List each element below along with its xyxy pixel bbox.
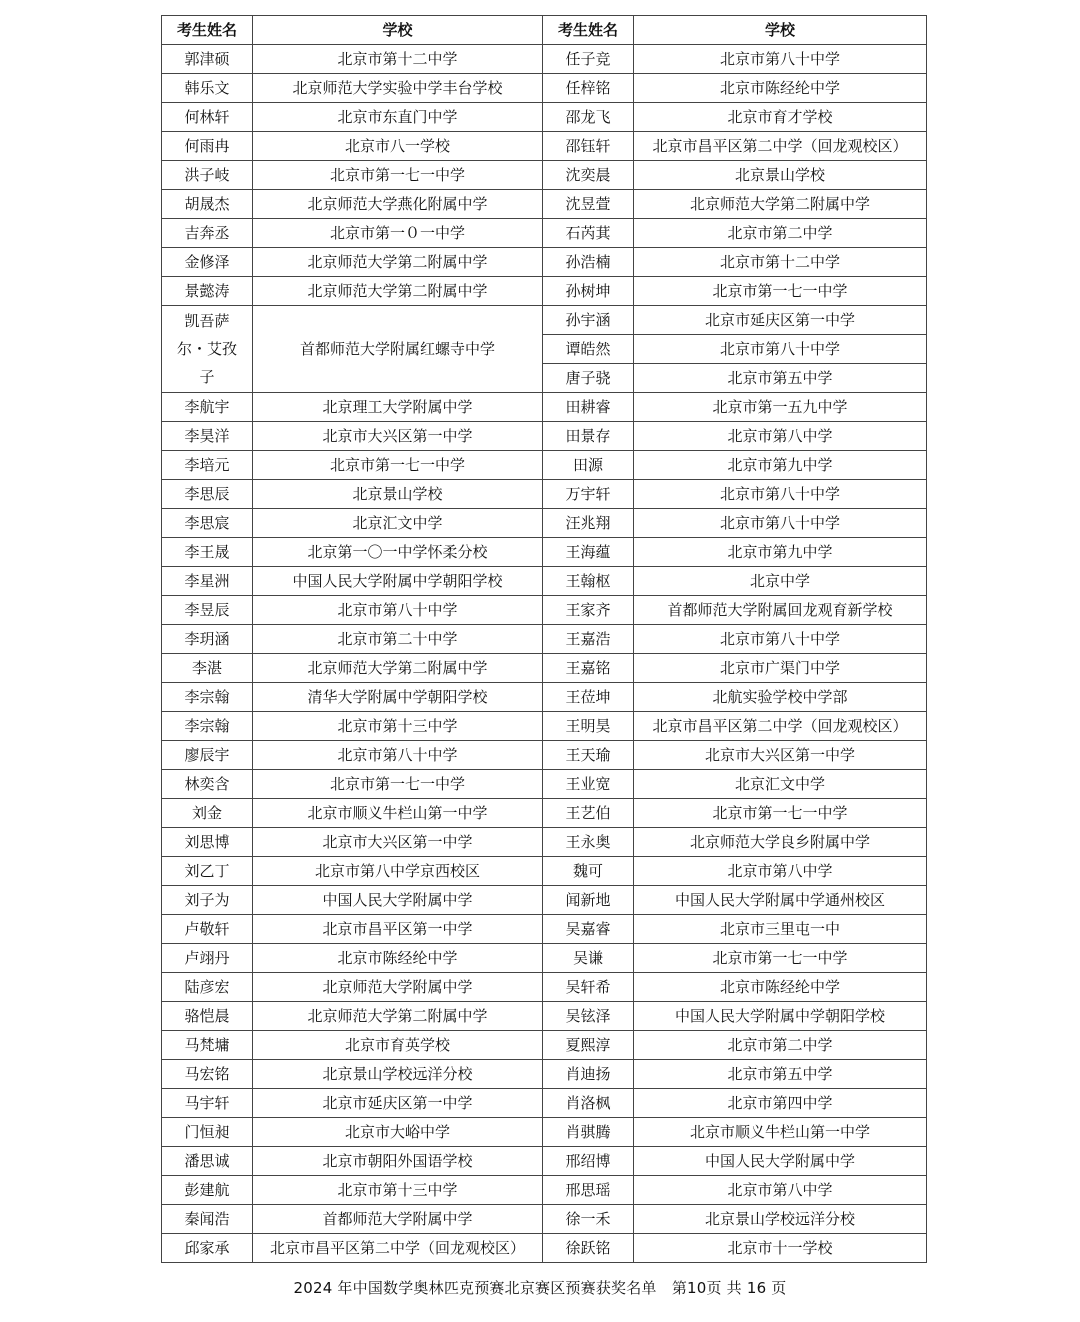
student-name-left: 李昱辰 bbox=[162, 596, 253, 625]
student-name-right: 孙宇涵 bbox=[543, 306, 634, 335]
school-right: 北京市育才学校 bbox=[634, 103, 927, 132]
header-name-left: 考生姓名 bbox=[162, 16, 253, 45]
school-left: 北京师范大学第二附属中学 bbox=[253, 277, 543, 306]
school-right: 北京市第一七一中学 bbox=[634, 277, 927, 306]
student-name-right: 汪兆翔 bbox=[543, 509, 634, 538]
table-row bbox=[162, 973, 927, 1002]
header-name-right: 考生姓名 bbox=[543, 16, 634, 45]
school-right: 北京市延庆区第一中学 bbox=[634, 306, 927, 335]
table-row bbox=[162, 161, 927, 190]
school-left: 北京师范大学第二附属中学 bbox=[253, 1002, 543, 1031]
table-row bbox=[162, 45, 927, 74]
school-right: 北京景山学校 bbox=[634, 161, 927, 190]
student-name-left: 马梵墉 bbox=[162, 1031, 253, 1060]
student-name-right: 田源 bbox=[543, 451, 634, 480]
table-row bbox=[162, 190, 927, 219]
student-name-right: 谭皓然 bbox=[543, 335, 634, 364]
header-school-right: 学校 bbox=[634, 16, 927, 45]
student-name-left: 骆恺晨 bbox=[162, 1002, 253, 1031]
school-left: 北京市第一七一中学 bbox=[253, 451, 543, 480]
student-name-right: 肖骐腾 bbox=[543, 1118, 634, 1147]
school-left: 北京市朝阳外国语学校 bbox=[253, 1147, 543, 1176]
student-name-left: 金修泽 bbox=[162, 248, 253, 277]
table-row bbox=[162, 306, 927, 335]
school-right: 北京市第五中学 bbox=[634, 364, 927, 393]
table-row bbox=[162, 509, 927, 538]
school-right: 北京市昌平区第二中学（回龙观校区） bbox=[634, 132, 927, 161]
table-row bbox=[162, 1205, 927, 1234]
school-right: 北京市第二中学 bbox=[634, 219, 927, 248]
school-left: 北京市第十三中学 bbox=[253, 712, 543, 741]
school-left: 北京市延庆区第一中学 bbox=[253, 1089, 543, 1118]
student-name-left: 李宗翰 bbox=[162, 712, 253, 741]
school-right: 北京市第二中学 bbox=[634, 1031, 927, 1060]
table-row bbox=[162, 1031, 927, 1060]
student-name-right: 孙浩楠 bbox=[543, 248, 634, 277]
student-name-left: 林奕含 bbox=[162, 770, 253, 799]
table-row bbox=[162, 451, 927, 480]
school-left: 北京市八一学校 bbox=[253, 132, 543, 161]
student-name-left: 李王晟 bbox=[162, 538, 253, 567]
school-right: 中国人民大学附属中学朝阳学校 bbox=[634, 1002, 927, 1031]
school-left: 北京汇文中学 bbox=[253, 509, 543, 538]
school-left: 北京市第八十中学 bbox=[253, 741, 543, 770]
school-right: 北京市十一学校 bbox=[634, 1234, 927, 1263]
school-left: 北京市顺义牛栏山第一中学 bbox=[253, 799, 543, 828]
school-left: 北京市大峪中学 bbox=[253, 1118, 543, 1147]
table-row bbox=[162, 74, 927, 103]
school-left: 北京市昌平区第一中学 bbox=[253, 915, 543, 944]
student-name-left: 廖辰宇 bbox=[162, 741, 253, 770]
student-name-right: 徐跃铭 bbox=[543, 1234, 634, 1263]
table-row bbox=[162, 828, 927, 857]
table-row bbox=[162, 654, 927, 683]
award-table bbox=[161, 15, 927, 1263]
table-row bbox=[162, 770, 927, 799]
student-name-right: 王永奥 bbox=[543, 828, 634, 857]
table-row bbox=[162, 1147, 927, 1176]
student-name-right: 王翰枢 bbox=[543, 567, 634, 596]
table-row bbox=[162, 277, 927, 306]
student-name-right: 徐一禾 bbox=[543, 1205, 634, 1234]
student-name-right: 石芮萁 bbox=[543, 219, 634, 248]
table-row bbox=[162, 886, 927, 915]
student-name-left: 卢敬轩 bbox=[162, 915, 253, 944]
student-name-left: 秦闻浩 bbox=[162, 1205, 253, 1234]
student-name-right: 吴谦 bbox=[543, 944, 634, 973]
header-school-left: 学校 bbox=[253, 16, 543, 45]
table-row bbox=[162, 393, 927, 422]
school-left: 首都师范大学附属中学 bbox=[253, 1205, 543, 1234]
student-name-right: 王家齐 bbox=[543, 596, 634, 625]
school-right: 北京中学 bbox=[634, 567, 927, 596]
table-row bbox=[162, 915, 927, 944]
student-name-right: 王天瑜 bbox=[543, 741, 634, 770]
school-right: 北京市第一七一中学 bbox=[634, 944, 927, 973]
student-name-right: 邵龙飞 bbox=[543, 103, 634, 132]
school-right: 北京市第五中学 bbox=[634, 1060, 927, 1089]
student-name-left: 吉奔丞 bbox=[162, 219, 253, 248]
table-row bbox=[162, 1118, 927, 1147]
student-name-right: 沈奕晨 bbox=[543, 161, 634, 190]
school-right: 北京市大兴区第一中学 bbox=[634, 741, 927, 770]
student-name-left: 景懿涛 bbox=[162, 277, 253, 306]
student-name-left: 李航宇 bbox=[162, 393, 253, 422]
school-right: 北京市三里屯一中 bbox=[634, 915, 927, 944]
student-name-right: 孙树坤 bbox=[543, 277, 634, 306]
school-left: 北京市大兴区第一中学 bbox=[253, 422, 543, 451]
page-footer: 2024 年中国数学奥林匹克预赛北京赛区预赛获奖名单 第10页 共 16 页 bbox=[293, 1279, 787, 1297]
table-row bbox=[162, 625, 927, 654]
student-name-left: 胡晟杰 bbox=[162, 190, 253, 219]
school-left: 北京师范大学第二附属中学 bbox=[253, 248, 543, 277]
school-right: 北京市第九中学 bbox=[634, 538, 927, 567]
school-left: 北京市第一七一中学 bbox=[253, 770, 543, 799]
student-name-right: 任梓铭 bbox=[543, 74, 634, 103]
table-row bbox=[162, 596, 927, 625]
student-name-right: 王艺伯 bbox=[543, 799, 634, 828]
student-name-left: 洪子岐 bbox=[162, 161, 253, 190]
student-name-right: 夏熙淳 bbox=[543, 1031, 634, 1060]
student-name-left: 韩乐文 bbox=[162, 74, 253, 103]
student-name-right: 王海蕴 bbox=[543, 538, 634, 567]
school-right: 首都师范大学附属回龙观育新学校 bbox=[634, 596, 927, 625]
school-right: 北京市第四中学 bbox=[634, 1089, 927, 1118]
school-left: 中国人民大学附属中学朝阳学校 bbox=[253, 567, 543, 596]
student-name-left: 马宏铭 bbox=[162, 1060, 253, 1089]
school-left: 北京市第八中学京西校区 bbox=[253, 857, 543, 886]
award-list-sheet bbox=[161, 15, 926, 1263]
school-left: 北京景山学校 bbox=[253, 480, 543, 509]
table-row bbox=[162, 103, 927, 132]
school-right: 北京市第八中学 bbox=[634, 422, 927, 451]
student-name-left: 刘金 bbox=[162, 799, 253, 828]
table-row bbox=[162, 944, 927, 973]
school-left: 清华大学附属中学朝阳学校 bbox=[253, 683, 543, 712]
school-left: 北京市第十三中学 bbox=[253, 1176, 543, 1205]
school-left: 北京师范大学实验中学丰台学校 bbox=[253, 74, 543, 103]
school-left: 北京师范大学燕化附属中学 bbox=[253, 190, 543, 219]
student-name-left: 马宇轩 bbox=[162, 1089, 253, 1118]
student-name-right: 邢思瑶 bbox=[543, 1176, 634, 1205]
table-row bbox=[162, 1060, 927, 1089]
school-left: 北京景山学校远洋分校 bbox=[253, 1060, 543, 1089]
school-right: 北京市昌平区第二中学（回龙观校区） bbox=[634, 712, 927, 741]
school-left: 北京市大兴区第一中学 bbox=[253, 828, 543, 857]
table-row bbox=[162, 1234, 927, 1263]
school-right: 北京市广渠门中学 bbox=[634, 654, 927, 683]
student-name-right: 邵钰轩 bbox=[543, 132, 634, 161]
school-right: 北京市顺义牛栏山第一中学 bbox=[634, 1118, 927, 1147]
student-name-right: 万宇轩 bbox=[543, 480, 634, 509]
student-name-left: 李宗翰 bbox=[162, 683, 253, 712]
student-name-left: 刘子为 bbox=[162, 886, 253, 915]
school-right: 北京市第八中学 bbox=[634, 857, 927, 886]
student-name-left: 何雨冉 bbox=[162, 132, 253, 161]
student-name-right: 王莅坤 bbox=[543, 683, 634, 712]
student-name-left: 陆彦宏 bbox=[162, 973, 253, 1002]
school-left: 北京市陈经纶中学 bbox=[253, 944, 543, 973]
student-name-right: 王明昊 bbox=[543, 712, 634, 741]
table-row bbox=[162, 248, 927, 277]
table-row bbox=[162, 538, 927, 567]
student-name-right: 闻新地 bbox=[543, 886, 634, 915]
student-name-right: 田耕睿 bbox=[543, 393, 634, 422]
student-name-right: 任子竞 bbox=[543, 45, 634, 74]
school-left: 北京第一〇一中学怀柔分校 bbox=[253, 538, 543, 567]
table-row bbox=[162, 1089, 927, 1118]
school-right: 中国人民大学附属中学通州校区 bbox=[634, 886, 927, 915]
school-left: 北京市第一七一中学 bbox=[253, 161, 543, 190]
school-left: 北京理工大学附属中学 bbox=[253, 393, 543, 422]
school-left: 北京市第十二中学 bbox=[253, 45, 543, 74]
school-right: 北京景山学校远洋分校 bbox=[634, 1205, 927, 1234]
school-right: 北京市第一五九中学 bbox=[634, 393, 927, 422]
student-name-left: 何林轩 bbox=[162, 103, 253, 132]
student-name-left: 李昊洋 bbox=[162, 422, 253, 451]
student-name-right: 肖洛枫 bbox=[543, 1089, 634, 1118]
school-right: 北京市第九中学 bbox=[634, 451, 927, 480]
school-left: 北京市育英学校 bbox=[253, 1031, 543, 1060]
school-right: 北京市第八十中学 bbox=[634, 625, 927, 654]
student-name-left: 卢翊丹 bbox=[162, 944, 253, 973]
student-name-right: 王业宽 bbox=[543, 770, 634, 799]
student-name-left: 彭建航 bbox=[162, 1176, 253, 1205]
school-left: 北京市第八十中学 bbox=[253, 596, 543, 625]
student-name-left: 李玥涵 bbox=[162, 625, 253, 654]
school-left: 北京市第二十中学 bbox=[253, 625, 543, 654]
school-left: 北京师范大学附属中学 bbox=[253, 973, 543, 1002]
student-name-right: 邢绍博 bbox=[543, 1147, 634, 1176]
school-right: 北京市第十二中学 bbox=[634, 248, 927, 277]
school-right: 北京师范大学良乡附属中学 bbox=[634, 828, 927, 857]
school-right: 北京市陈经纶中学 bbox=[634, 74, 927, 103]
student-name-left: 刘思博 bbox=[162, 828, 253, 857]
table-row bbox=[162, 741, 927, 770]
student-name-left: 门恒昶 bbox=[162, 1118, 253, 1147]
school-right: 中国人民大学附属中学 bbox=[634, 1147, 927, 1176]
school-left: 中国人民大学附属中学 bbox=[253, 886, 543, 915]
student-name-left: 李湛 bbox=[162, 654, 253, 683]
student-name-left: 李思宸 bbox=[162, 509, 253, 538]
student-name-left: 李星洲 bbox=[162, 567, 253, 596]
school-left: 首都师范大学附属红螺寺中学 bbox=[253, 306, 543, 393]
school-left: 北京市第一０一中学 bbox=[253, 219, 543, 248]
table-row bbox=[162, 132, 927, 161]
student-name-left: 李思辰 bbox=[162, 480, 253, 509]
student-name-right: 王嘉浩 bbox=[543, 625, 634, 654]
school-right: 北京市第八十中学 bbox=[634, 45, 927, 74]
table-row bbox=[162, 219, 927, 248]
school-right: 北京市第八十中学 bbox=[634, 335, 927, 364]
school-right: 北京市第一七一中学 bbox=[634, 799, 927, 828]
table-row bbox=[162, 480, 927, 509]
student-name-right: 吴嘉睿 bbox=[543, 915, 634, 944]
student-name-right: 王嘉铭 bbox=[543, 654, 634, 683]
student-name-left: 郭津硕 bbox=[162, 45, 253, 74]
school-right: 北京师范大学第二附属中学 bbox=[634, 190, 927, 219]
student-name-left: 刘乙丁 bbox=[162, 857, 253, 886]
school-right: 北京汇文中学 bbox=[634, 770, 927, 799]
student-name-right: 吴铉泽 bbox=[543, 1002, 634, 1031]
table-header-row bbox=[162, 16, 927, 45]
table-row bbox=[162, 1002, 927, 1031]
table-row bbox=[162, 567, 927, 596]
table-body bbox=[162, 45, 927, 1263]
student-name-left: 凯吾萨尔・艾孜子 bbox=[162, 306, 253, 393]
table-row bbox=[162, 422, 927, 451]
table-row bbox=[162, 683, 927, 712]
school-left: 北京市昌平区第二中学（回龙观校区） bbox=[253, 1234, 543, 1263]
student-name-left: 李培元 bbox=[162, 451, 253, 480]
table-row bbox=[162, 712, 927, 741]
student-name-right: 唐子骁 bbox=[543, 364, 634, 393]
student-name-right: 肖迪扬 bbox=[543, 1060, 634, 1089]
student-name-right: 沈昱萱 bbox=[543, 190, 634, 219]
table-row bbox=[162, 799, 927, 828]
school-left: 北京师范大学第二附属中学 bbox=[253, 654, 543, 683]
student-name-right: 魏可 bbox=[543, 857, 634, 886]
school-left: 北京市东直门中学 bbox=[253, 103, 543, 132]
student-name-right: 吴轩希 bbox=[543, 973, 634, 1002]
table-row bbox=[162, 857, 927, 886]
student-name-left: 潘思诚 bbox=[162, 1147, 253, 1176]
student-name-left: 邱家承 bbox=[162, 1234, 253, 1263]
school-right: 北京市陈经纶中学 bbox=[634, 973, 927, 1002]
table-row bbox=[162, 1176, 927, 1205]
school-right: 北京市第八中学 bbox=[634, 1176, 927, 1205]
school-right: 北京市第八十中学 bbox=[634, 480, 927, 509]
student-name-right: 田景存 bbox=[543, 422, 634, 451]
school-right: 北航实验学校中学部 bbox=[634, 683, 927, 712]
school-right: 北京市第八十中学 bbox=[634, 509, 927, 538]
